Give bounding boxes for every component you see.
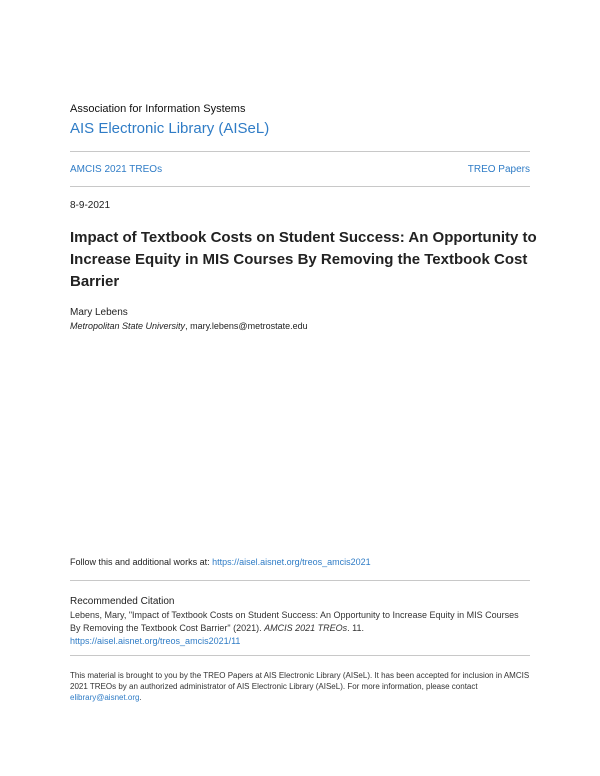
follow-link[interactable]: https://aisel.aisnet.org/treos_amcis2021 <box>212 557 371 567</box>
series-link[interactable]: TREO Papers <box>467 164 530 175</box>
notice-text: This material is brought to you by the TREO Papers at AIS Electronic Library (AISeL). It has been accepted for inclusion in AMCIS 2021 TREOs by an authorized administrator of AIS Electronic Library (AISeL). For more information, please contact <box>70 671 530 691</box>
follow-text: Follow this and additional works at: <box>70 557 213 567</box>
article-title: Impact of Textbook Costs on Student Success: An Opportunity to Increase Equity in MIS Courses By Removing the Textbook Cost Barrier <box>70 229 537 290</box>
citation-text <box>70 609 530 648</box>
contact-email-link[interactable]: elibrary@aisnet.org <box>70 693 140 702</box>
publication-date: 8-9-2021 <box>70 200 111 211</box>
author-email[interactable]: mary.lebens@metrostate.edu <box>190 321 308 331</box>
citation-venue: AMCIS 2021 TREOs <box>264 623 348 633</box>
author-affiliation: Metropolitan State University, mary.lebens@metrostate.edu <box>70 321 308 331</box>
follow-line <box>70 557 371 567</box>
notice-end: . <box>139 693 142 702</box>
citation-link[interactable]: https://aisel.aisnet.org/treos_amcis2021/11 <box>70 636 241 646</box>
top-divider <box>70 151 530 152</box>
organization-name: Association for Information Systems <box>70 103 246 115</box>
access-notice <box>70 670 530 703</box>
citation-number: . 11. <box>347 623 365 633</box>
citation-divider <box>70 580 530 581</box>
library-link[interactable]: AIS Electronic Library (AISeL) <box>70 120 270 137</box>
citation-heading: Recommended Citation <box>70 596 175 607</box>
institution-name: Metropolitan State University <box>70 321 186 331</box>
collection-link[interactable]: AMCIS 2021 TREOs <box>70 164 163 175</box>
citation-main: Lebens, Mary, "Impact of Textbook Costs on Student Success: An Opportunity to Increase Equity in MIS Courses By Removing the Textbook Cost Barrier" (2021). <box>70 610 519 633</box>
notice-divider <box>70 655 530 656</box>
nav-divider <box>70 186 530 187</box>
author-name: Mary Lebens <box>70 307 128 318</box>
